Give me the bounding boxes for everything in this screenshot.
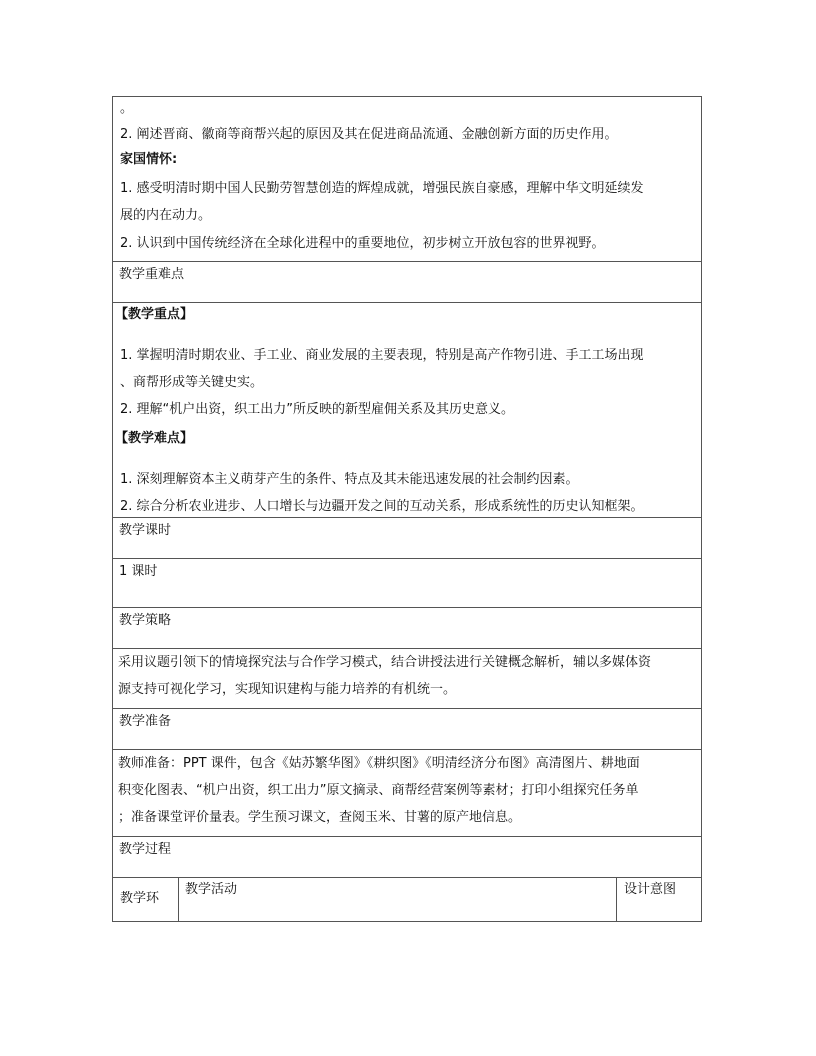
key-difficult-content-cell [112,302,702,518]
process-col-activity: 教学活动 [185,882,238,897]
key-difficult-header-cell [112,261,702,303]
key-point-1b: 、商帮形成等关键史实。 [120,375,264,390]
preparation-line-3: ；准备课堂评价量表。学生预习课文，查阅玉米、甘薯的原产地信息。 [118,810,522,825]
strategy-header-cell [112,607,702,649]
difficult-point-2: 2. 综合分析农业进步、人口增长与边疆开发之间的互动关系，形成系统性的历史认知框架。 [120,499,644,514]
key-difficult-header: 教学重难点 [119,267,185,282]
preparation-line-2: 积变化图表、“机户出资，织工出力”原文摘录、商帮经营案例等素材；打印小组探究任务单 [118,783,639,798]
objectives-line-2a: 1. 感受明清时期中国人民勤劳智慧创造的辉煌成就，增强民族自豪感，理解中华文明延续发 [120,181,644,196]
preparation-header-cell [112,708,702,750]
process-header: 教学过程 [119,842,172,857]
process-col-intent: 设计意图 [624,882,677,897]
key-point-1a: 1. 掌握明清时期农业、手工业、商业发展的主要表现，特别是高产作物引进、手工工场出现 [120,348,644,363]
preparation-content-cell [112,749,702,837]
key-points-heading: 【教学重点】 [115,307,194,322]
difficult-point-1: 1. 深刻理解资本主义萌芽产生的条件、特点及其未能迅速发展的社会制约因素。 [120,472,579,487]
objectives-line-1: 2. 阐述晋商、徽商等商帮兴起的原因及其在促进商品流通、金融创新方面的历史作用。 [120,127,618,142]
process-columns-row [112,877,702,922]
preparation-line-1: 教师准备：PPT 课件，包含《姑苏繁华图》《耕织图》《明清经济分布图》高清图片、耕地面 [118,756,640,771]
patriotism-heading: 家国情怀: [120,152,178,167]
hours-header: 教学课时 [119,523,172,538]
process-header-cell [112,836,702,878]
process-col-stage: 教学环 [120,891,160,906]
hours-value: 1 课时 [119,564,158,579]
hours-value-cell [112,558,702,608]
preparation-header: 教学准备 [119,714,172,729]
column-divider-1 [178,878,179,921]
objectives-line-2b: 展的内在动力。 [120,208,212,223]
hours-header-cell [112,517,702,559]
objectives-line-3: 2. 认识到中国传统经济在全球化进程中的重要地位，初步树立开放包容的世界视野。 [120,236,605,251]
objectives-cell [112,96,702,262]
difficult-points-heading: 【教学难点】 [115,431,194,446]
column-divider-2 [616,878,617,921]
strategy-line-1: 采用议题引领下的情境探究法与合作学习模式，结合讲授法进行关键概念解析，辅以多媒体资 [118,655,652,670]
strategy-line-2: 源支持可视化学习，实现知识建构与能力培养的有机统一。 [118,682,457,697]
strategy-header: 教学策略 [119,613,172,628]
objectives-line-0: 。 [120,101,134,116]
strategy-content-cell [112,648,702,709]
key-point-2: 2. 理解“机户出资，织工出力”所反映的新型雇佣关系及其历史意义。 [120,402,515,417]
